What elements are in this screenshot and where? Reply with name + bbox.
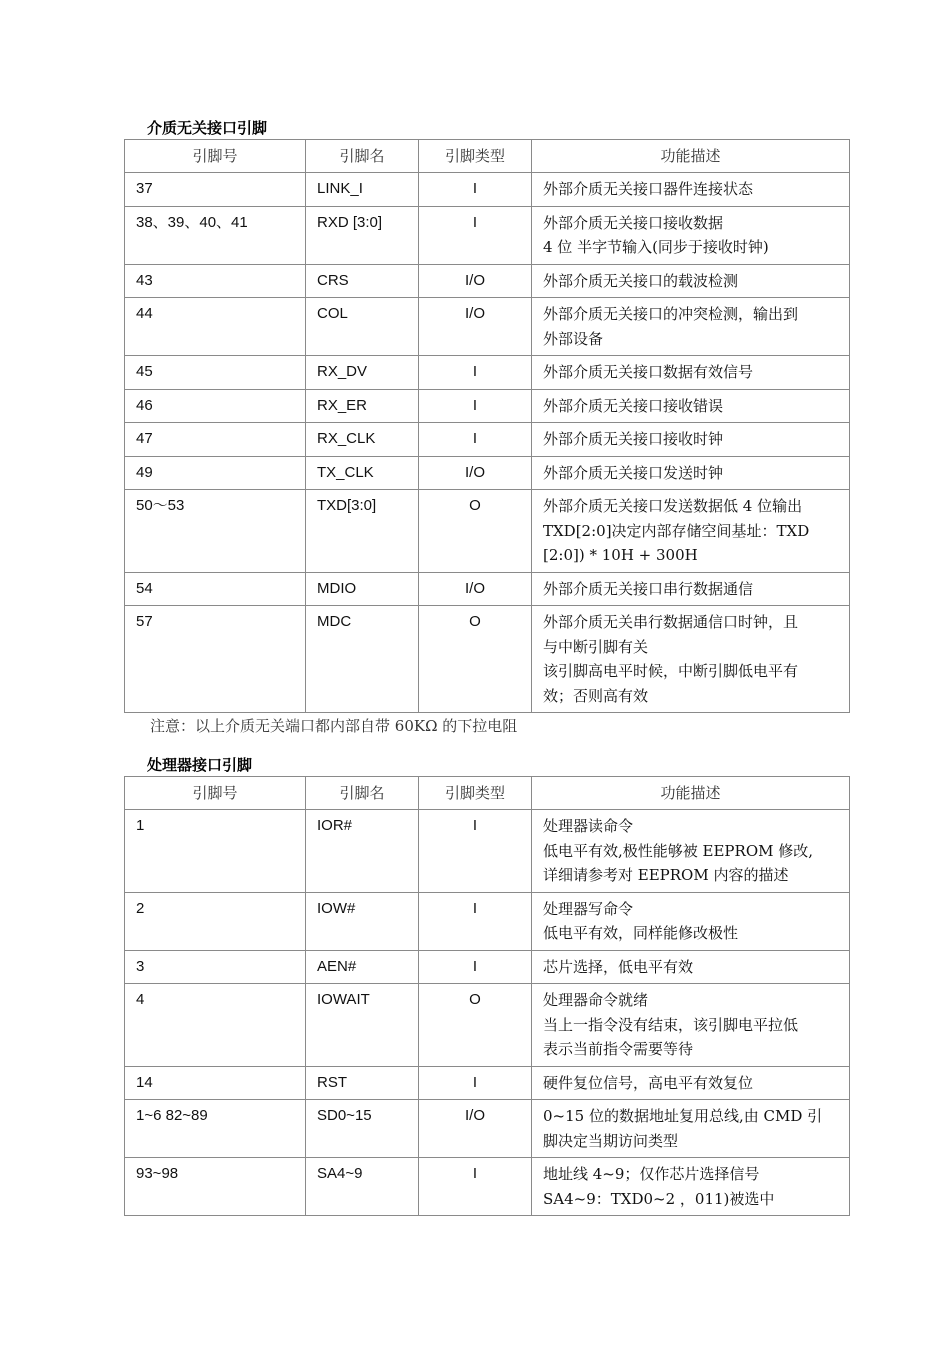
table-row	[125, 423, 850, 457]
pin-number-cell: 4	[125, 984, 306, 1067]
column-header: 功能描述	[532, 777, 850, 810]
pin-type-cell: I/O	[419, 1100, 532, 1158]
table-row	[125, 456, 850, 490]
pin-type-cell: I	[419, 892, 532, 950]
pin-description-cell	[532, 389, 850, 423]
pin-type-cell: I	[419, 950, 532, 984]
description-line: 外部介质无关接口接收时钟	[543, 430, 724, 448]
column-header: 引脚名	[306, 140, 419, 173]
table-header-row	[125, 777, 850, 810]
pin-description-cell	[532, 490, 850, 573]
description-line: 处理器命令就绪	[543, 991, 649, 1009]
table-row	[125, 810, 850, 893]
description-line: 低电平有效，同样能修改极性	[543, 924, 739, 942]
table-row	[125, 206, 850, 264]
table-row	[125, 173, 850, 207]
description-line: 外部介质无关接口的冲突检测，输出到	[543, 305, 799, 323]
pin-name-cell: TX_CLK	[306, 456, 419, 490]
column-header: 功能描述	[532, 140, 850, 173]
description-line: 脚决定当期访问类型	[543, 1131, 679, 1150]
description-line: [2:0]) * 10H + 300H	[543, 546, 698, 564]
description-line: 外部介质无关接口接收数据	[543, 213, 724, 232]
table-row	[125, 892, 850, 950]
table-row	[125, 490, 850, 573]
pin-type-cell: I	[419, 356, 532, 390]
description-line: 外部介质无关接口的载波检测	[543, 271, 739, 290]
pin-number-cell: 93~98	[125, 1158, 306, 1216]
column-header: 引脚类型	[419, 777, 532, 810]
pin-number-cell: 45	[125, 356, 306, 390]
table-row	[125, 264, 850, 298]
description-line: TXD[2:0]决定内部存储空间基址：TXD	[543, 521, 810, 540]
pin-number-cell: 46	[125, 389, 306, 423]
pin-description-cell	[532, 572, 850, 606]
pin-description-cell	[532, 1158, 850, 1216]
description-line: 外部介质无关接口接收错误	[543, 396, 724, 415]
pin-name-cell: RX_ER	[306, 389, 419, 423]
table-row	[125, 1158, 850, 1216]
pin-description-cell	[532, 950, 850, 984]
description-line: 详细请参考对 EEPROM 内容的描述	[543, 866, 789, 884]
pin-name-cell: CRS	[306, 264, 419, 298]
table-row	[125, 1100, 850, 1158]
description-line: 地址线 4~9；仅作芯片选择信号	[543, 1165, 760, 1183]
pin-number-cell: 47	[125, 423, 306, 457]
pin-description-cell	[532, 264, 850, 298]
description-line: 该引脚高电平时候，中断引脚低电平有	[543, 662, 799, 680]
pin-name-cell: TXD[3:0]	[306, 490, 419, 573]
pin-description-cell	[532, 606, 850, 713]
table-header-row	[125, 140, 850, 173]
pin-number-cell: 1~6 82~89	[125, 1100, 306, 1158]
pin-number-cell: 43	[125, 264, 306, 298]
pin-type-cell: I/O	[419, 264, 532, 298]
column-header: 引脚号	[125, 140, 306, 173]
pin-name-cell: RXD [3:0]	[306, 206, 419, 264]
section-title-processor: 处理器接口引脚	[147, 756, 253, 774]
description-line: 外部介质无关接口发送时钟	[543, 463, 724, 482]
pin-number-cell: 54	[125, 572, 306, 606]
description-line: 外部介质无关接口发送数据低 4 位输出	[543, 497, 803, 515]
description-line: 效；否则高有效	[543, 686, 649, 705]
description-line: 芯片选择，低电平有效	[543, 957, 694, 976]
pin-name-cell: IOR#	[306, 810, 419, 893]
pin-type-cell: I	[419, 423, 532, 457]
description-line: 外部介质无关接口数据有效信号	[543, 363, 754, 381]
mii-note: 注意：以上介质无关端口都内部自带 60KΩ 的下拉电阻	[150, 717, 518, 735]
description-line: 表示当前指令需要等待	[543, 1040, 694, 1058]
pin-number-cell: 37	[125, 173, 306, 207]
column-header: 引脚号	[125, 777, 306, 810]
pin-type-cell: O	[419, 606, 532, 713]
description-line: 当上一指令没有结束，该引脚电平拉低	[543, 1015, 799, 1034]
pin-type-cell: I	[419, 1066, 532, 1100]
pin-name-cell: MDC	[306, 606, 419, 713]
column-header: 引脚名	[306, 777, 419, 810]
pin-description-cell	[532, 356, 850, 390]
description-line: 处理器读命令	[543, 817, 634, 835]
table-row	[125, 984, 850, 1067]
pin-number-cell: 2	[125, 892, 306, 950]
pin-description-cell	[532, 810, 850, 893]
description-line: 低电平有效,极性能够被 EEPROM 修改,	[543, 841, 814, 860]
pin-type-cell: I/O	[419, 456, 532, 490]
pin-description-cell	[532, 173, 850, 207]
pin-name-cell: LINK_I	[306, 173, 419, 207]
pin-type-cell: I	[419, 1158, 532, 1216]
pin-number-cell: 50～53	[125, 490, 306, 573]
pin-number-cell: 1	[125, 810, 306, 893]
pin-number-cell: 49	[125, 456, 306, 490]
description-line: 4 位 半字节输入(同步于接收时钟)	[543, 238, 769, 256]
pin-name-cell: SD0~15	[306, 1100, 419, 1158]
table-row	[125, 356, 850, 390]
pin-type-cell: I	[419, 173, 532, 207]
description-line: 与中断引脚有关	[543, 637, 649, 656]
description-line: 外部介质无关串行数据通信口时钟，且	[543, 613, 799, 631]
pin-name-cell: COL	[306, 298, 419, 356]
description-line: 外部介质无关接口串行数据通信	[543, 579, 754, 598]
description-line: 硬件复位信号，高电平有效复位	[543, 1073, 754, 1092]
description-line: 外部设备	[543, 329, 604, 348]
pin-type-cell: I	[419, 206, 532, 264]
pin-description-cell	[532, 984, 850, 1067]
pin-number-cell: 14	[125, 1066, 306, 1100]
table-row	[125, 1066, 850, 1100]
pin-number-cell: 3	[125, 950, 306, 984]
pin-type-cell: I	[419, 389, 532, 423]
pin-name-cell: RST	[306, 1066, 419, 1100]
pin-description-cell	[532, 206, 850, 264]
pin-description-cell	[532, 1100, 850, 1158]
section-title-mii: 介质无关接口引脚	[147, 119, 268, 137]
pin-type-cell: O	[419, 490, 532, 573]
pin-name-cell: AEN#	[306, 950, 419, 984]
pin-description-cell	[532, 1066, 850, 1100]
pin-description-cell	[532, 892, 850, 950]
pin-number-cell: 44	[125, 298, 306, 356]
table-row	[125, 389, 850, 423]
pin-name-cell: IOWAIT	[306, 984, 419, 1067]
pin-description-cell	[532, 423, 850, 457]
column-header: 引脚类型	[419, 140, 532, 173]
table-row	[125, 606, 850, 713]
table-row	[125, 572, 850, 606]
processor-pin-table	[124, 776, 850, 1216]
pin-name-cell: RX_CLK	[306, 423, 419, 457]
pin-type-cell: I	[419, 810, 532, 893]
description-line: SA4~9：TXD0~2 ，011)被选中	[543, 1189, 775, 1208]
pin-description-cell	[532, 456, 850, 490]
pin-type-cell: I/O	[419, 572, 532, 606]
pin-name-cell: SA4~9	[306, 1158, 419, 1216]
pin-name-cell: IOW#	[306, 892, 419, 950]
pin-number-cell: 57	[125, 606, 306, 713]
pin-type-cell: O	[419, 984, 532, 1067]
description-line: 外部介质无关接口器件连接状态	[543, 180, 754, 198]
description-line: 0~15 位的数据地址复用总线,由 CMD 引	[543, 1107, 823, 1125]
mii-pin-table	[124, 139, 850, 713]
pin-name-cell: MDIO	[306, 572, 419, 606]
table-row	[125, 950, 850, 984]
pin-description-cell	[532, 298, 850, 356]
description-line: 处理器写命令	[543, 899, 634, 918]
table-row	[125, 298, 850, 356]
pin-number-cell: 38、39、40、41	[125, 206, 306, 264]
pin-type-cell: I/O	[419, 298, 532, 356]
pin-name-cell: RX_DV	[306, 356, 419, 390]
